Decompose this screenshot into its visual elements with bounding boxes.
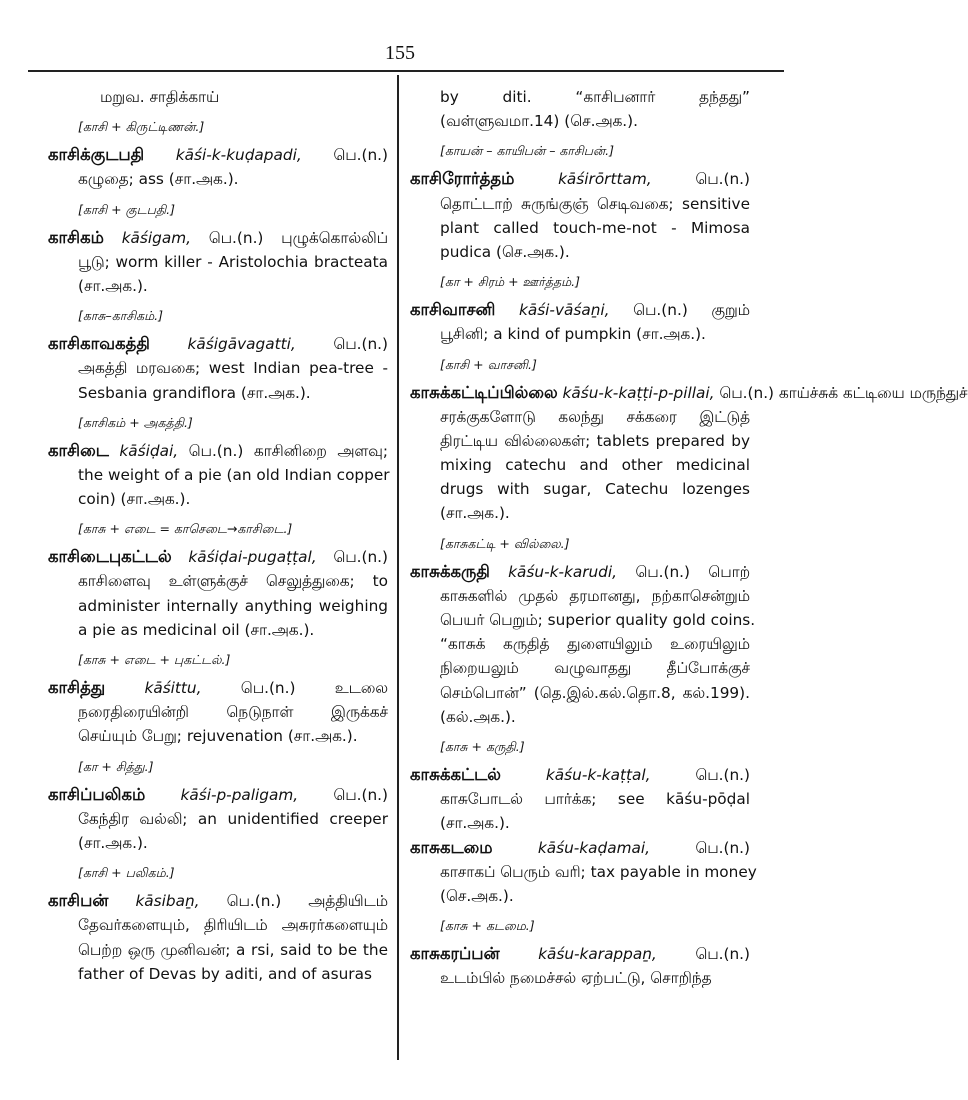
entry-text: பெ.(n.) அத்தியிடம் — [226, 892, 388, 911]
entry-line: சரக்குகளோடு கலந்து சக்கரை இட்டுத் — [440, 407, 750, 426]
entry-headline — [48, 889, 388, 913]
entry-line: தேவர்களையும், திரியிடம் அசுரர்களையும் — [78, 916, 388, 935]
dictionary-entry — [48, 226, 388, 327]
dictionary-entry — [48, 85, 388, 137]
entry-headline — [410, 298, 750, 322]
headword: காசிப்பலிகம் — [48, 784, 146, 804]
entry-text: பெ.(n.) பொற் — [635, 562, 750, 581]
entry-line: (சா.அக.). — [78, 276, 148, 295]
entry-text: பெ.(n.) — [695, 170, 750, 189]
dictionary-entry — [410, 167, 750, 292]
entry-text: பெ.(n.) — [695, 765, 750, 784]
etymology-note: [காசு–காசிகம்.] — [78, 308, 164, 324]
transliteration: kāśigāvagatti, — [187, 335, 296, 354]
headword: காசிபன் — [48, 891, 109, 911]
dictionary-entry — [410, 836, 757, 937]
entry-line: the weight of a pie (an old Indian copper — [78, 465, 390, 484]
transliteration: kāśu-kaḍamai, — [537, 838, 650, 857]
entry-line: mixing catechu and other medicinal — [440, 456, 750, 475]
etymology-note: [காசி + வாசனி.] — [440, 356, 537, 372]
dictionary-entry — [48, 889, 388, 986]
etymology-note: [காசி + பலிகம்.] — [78, 865, 175, 881]
entry-line: by diti. “காசிபனார் தந்தது” — [440, 88, 750, 106]
entry-line: (சா.அக.). — [78, 833, 148, 852]
dictionary-entry — [410, 942, 750, 990]
etymology-note: [காசு + கடமை.] — [440, 918, 535, 934]
entry-line: பெயர் பெறும்; superior quality gold coins. — [440, 611, 756, 629]
etymology-note: [கா + சித்து.] — [78, 758, 154, 774]
headword: காசிரோர்த்தம் — [410, 169, 515, 189]
entry-line: drugs with sugar, Catechu lozenges — [440, 480, 750, 499]
entry-headline — [410, 381, 968, 405]
entry-line: பூடு; worm killer - Aristolochia bracteata — [78, 252, 388, 271]
entry-line: (செ.அக.). — [440, 886, 514, 905]
etymology-note: [காசு + எடை + புகட்டல்.] — [78, 652, 231, 667]
entry-line: (சா.அக.). — [440, 814, 510, 833]
entry-line: pudica (செ.அக.). — [440, 242, 570, 261]
entry-line: நிறையலும் வழுவாதது தீப்போக்குச் — [440, 659, 750, 678]
entry-line: பூசினி; a kind of pumpkin (சா.அக.). — [440, 325, 706, 344]
headword: காசிகம் — [48, 227, 104, 247]
entry-line: காசிளைவு உள்ளுக்குச் செலுத்துகை; to — [78, 572, 388, 591]
headword: காசித்து — [48, 678, 106, 697]
entry-line: Sesbania grandiflora (சா.அக.). — [78, 383, 311, 402]
headword: காசிவாசனி — [410, 300, 496, 320]
entry-line: administer internally anything weighing — [78, 596, 388, 615]
etymology-note: [காசிகம் + அகத்தி.] — [78, 414, 193, 430]
page-number: 155 — [385, 42, 415, 64]
transliteration: kāśu-k-karudi, — [508, 562, 618, 581]
headword: காசுகடமை — [410, 837, 493, 857]
entry-headline — [410, 763, 750, 787]
entry-headline — [410, 560, 750, 584]
dictionary-entry — [410, 560, 756, 757]
entry-line: கேந்திர வல்லி; an unidentified creeper — [78, 809, 388, 828]
etymology-note: [காயன் – காயிபன் – காசிபன்.] — [440, 143, 615, 159]
entry-text: பெ.(n.) காசினிறை அளவு; — [188, 441, 388, 460]
headword: காசுக்கருதி — [410, 561, 490, 581]
entry-headline — [48, 545, 388, 569]
entry-headline — [48, 783, 388, 807]
transliteration: kāśi-k-kuḍapadi, — [175, 146, 302, 165]
entry-text: பெ.(n.) உடலை — [240, 679, 388, 697]
entry-line: மறுவ. சாதிக்காய் — [100, 88, 220, 106]
entry-line: plant called touch-me-not - Mimosa — [440, 218, 750, 237]
etymology-note: [கா + சிரம் + ஊர்த்தம்.] — [440, 274, 581, 290]
entry-text: பெ.(n.) — [333, 785, 388, 804]
entry-line: காசாகப் பெரும் வரி; tax payable in money — [440, 862, 757, 881]
entry-text: பெ.(n.) — [333, 146, 388, 165]
right-column — [410, 85, 968, 990]
column-divider — [397, 75, 399, 1060]
headword: காசிகாவகத்தி — [48, 334, 150, 354]
entry-line: காசுபோடல் பார்க்க; see kāśu-pōḍal — [440, 790, 750, 809]
entry-headline — [410, 167, 750, 191]
entry-line: காசுகளில் முதல் தரமானது, நற்காசென்றும் — [440, 586, 750, 605]
etymology-note: [காசு + கருதி.] — [440, 738, 525, 754]
transliteration: kāśu-karappaṉ, — [538, 945, 657, 964]
left-column — [48, 85, 388, 986]
entry-headline — [48, 143, 388, 167]
dictionary-entry — [48, 332, 388, 433]
headword: காசிடை — [48, 440, 109, 460]
entry-text: பெ.(n.) — [695, 838, 750, 857]
entry-headline — [48, 226, 388, 250]
entry-text: பெ.(n.) — [333, 548, 388, 567]
dictionary-entry — [48, 439, 388, 540]
transliteration: kāśirōrttam, — [558, 170, 652, 189]
entry-line: a pie as medicinal oil (சா.அக.). — [78, 620, 315, 639]
etymology-note: [காசு + எடை = காசெடை→காசிடை.] — [78, 521, 293, 537]
entry-line: கழுதை; ass (சா.அக.). — [78, 170, 239, 189]
entry-line: அகத்தி மரவகை; west Indian pea-tree - — [78, 359, 388, 378]
entry-headline — [48, 676, 388, 700]
transliteration: kāśiḍai, — [119, 441, 179, 460]
headword: காசுகரப்பன் — [410, 944, 500, 964]
entry-text: பெ.(n.) குறும் — [633, 301, 750, 320]
headword: காசிக்குடபதி — [48, 145, 145, 165]
dictionary-entry — [410, 763, 750, 836]
transliteration: kāśi-p-paligam, — [180, 785, 299, 804]
entry-headline — [48, 439, 388, 463]
entry-line: (வள்ளுவமா.14) (செ.அக.). — [440, 112, 638, 131]
etymology-note: [காசி + கிருட்டிணன்.] — [78, 119, 205, 135]
entry-line: (சா.அக.). — [440, 504, 510, 523]
entry-line: coin) (சா.அக.). — [78, 490, 191, 509]
entry-text: பெ.(n.) காய்ச்சுக் கட்டியை மருந்துச் — [719, 383, 968, 402]
entry-line: தொட்டாற் சுருங்குஞ் செடிவகை; sensitive — [440, 194, 750, 213]
entry-line: நரைதிரையின்றி நெடுநாள் இருக்கச் — [78, 703, 388, 722]
entry-headline — [410, 836, 750, 860]
transliteration: kāśi-vāśaṉi, — [518, 301, 610, 320]
dictionary-entry — [48, 676, 388, 777]
entry-line: (கல்.அக.). — [440, 707, 516, 726]
dictionary-entry — [48, 545, 388, 670]
transliteration: kāśu-k-kaṭṭi-p-pillai, — [562, 383, 715, 402]
entry-line: father of Devas by aditi, and of asuras — [78, 964, 372, 983]
headword: காசுக்கட்டல் — [410, 764, 502, 784]
etymology-note: [காசி + குடபதி.] — [78, 201, 175, 217]
entry-line: செய்யும் பேறு; rejuvenation (சா.அக.). — [78, 727, 358, 746]
entry-text: பெ.(n.) புழுக்கொல்லிப் — [208, 228, 388, 247]
entry-headline — [410, 942, 750, 966]
etymology-note: [காசுகட்டி + வில்லை.] — [440, 535, 570, 551]
entry-text: பெ.(n.) — [333, 335, 388, 354]
transliteration: kāśigam, — [121, 228, 191, 247]
dictionary-entry — [410, 298, 750, 374]
transliteration: kāsibaṉ, — [135, 892, 200, 911]
entry-text: பெ.(n.) — [695, 945, 750, 964]
entry-line: “காசுக் கருதித் துளையிலும் உரையிலும் — [440, 635, 750, 654]
top-rule — [28, 70, 784, 72]
entry-line: திரட்டிய வில்லைகள்; tablets prepared by — [440, 431, 750, 450]
entry-line: உடம்பில் நமைச்சல் ஏற்பட்டு, சொறிந்த — [440, 969, 712, 988]
entry-line: செம்பொன்” (தெ.இல்.கல்.தொ.8, கல்.199). — [440, 683, 750, 702]
headword: காசிடைபுகட்டல் — [48, 547, 172, 567]
transliteration: kāśu-k-kaṭṭal, — [545, 765, 651, 784]
transliteration: kāśittu, — [144, 679, 202, 697]
entry-line: பெற்ற ஒரு முனிவன்; a rsi, said to be the — [78, 940, 388, 959]
dictionary-entry — [410, 381, 968, 554]
dictionary-entry — [48, 143, 388, 219]
dictionary-entry — [48, 783, 388, 884]
headword: காசுக்கட்டிப்பில்லை — [410, 382, 558, 402]
entry-headline — [48, 332, 388, 356]
dictionary-entry — [410, 85, 750, 161]
transliteration: kāśiḍai-pugaṭṭal, — [188, 548, 317, 567]
